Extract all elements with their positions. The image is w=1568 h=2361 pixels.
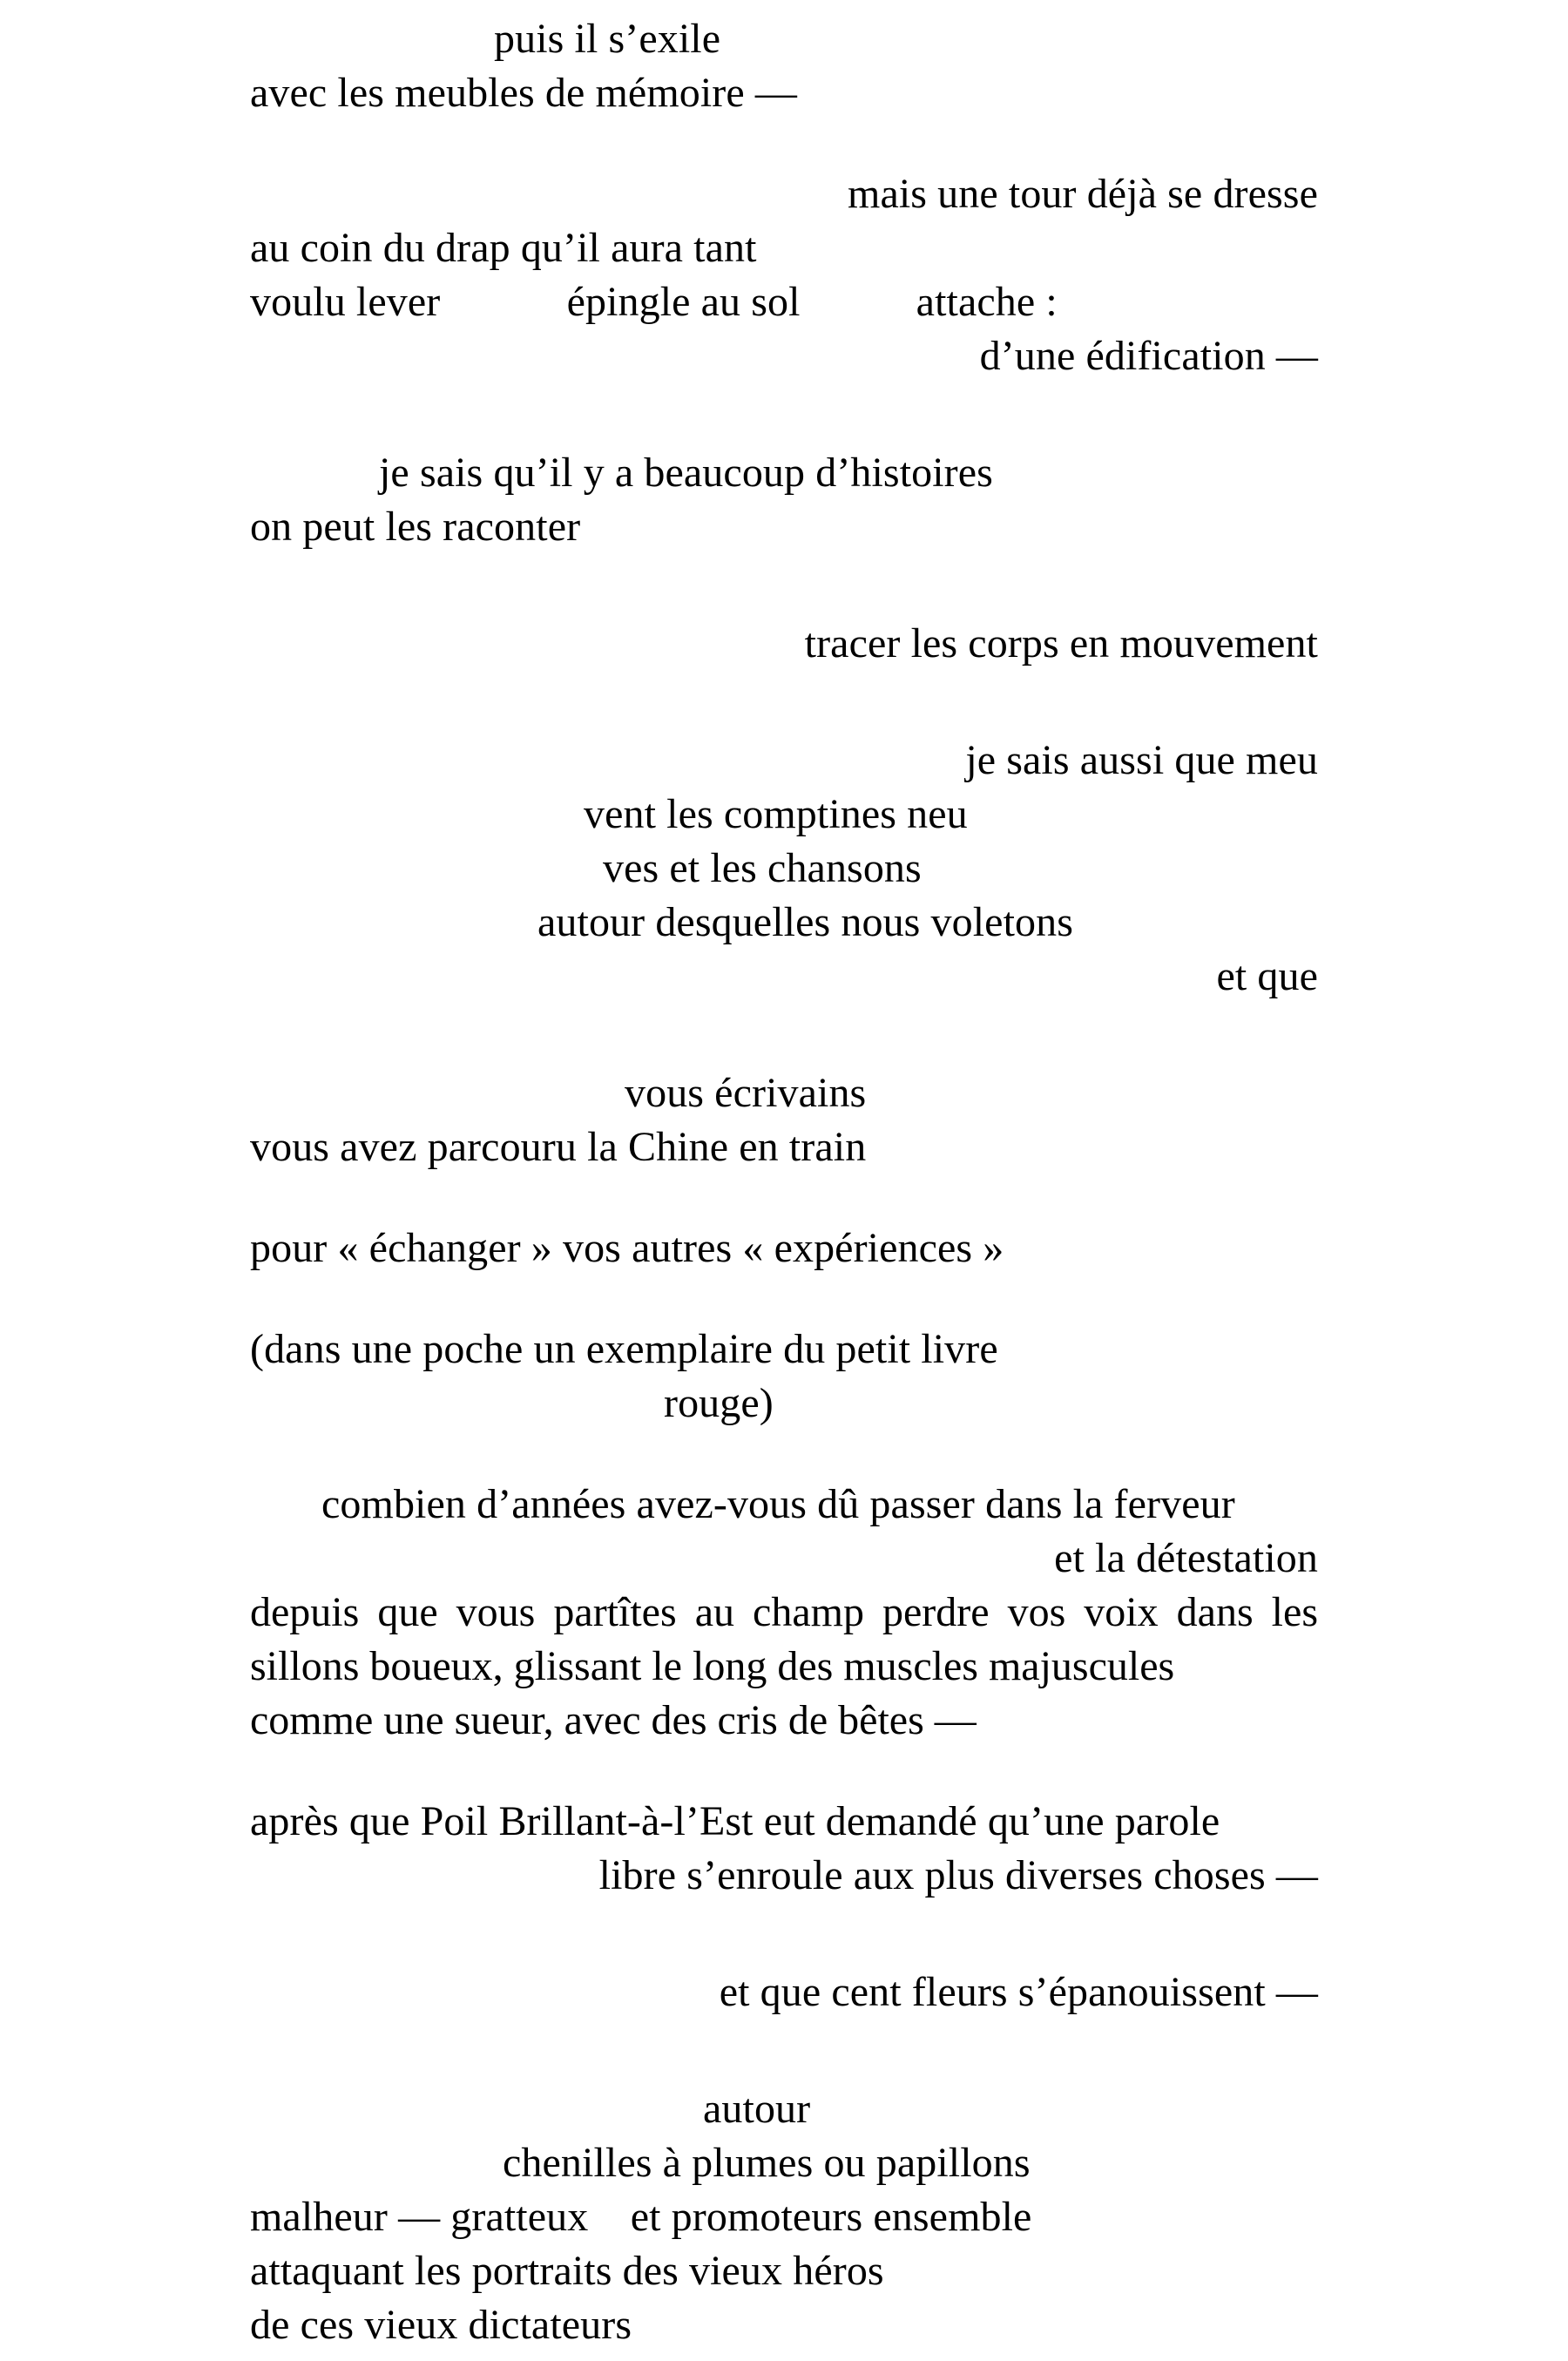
- top-spacer: [250, 0, 1318, 12]
- poem-line: combien d’années avez-vous dû passer dans la ferveur: [321, 1481, 1235, 1527]
- stanza-5: [250, 734, 1318, 1004]
- stanza-gap: [250, 120, 1318, 167]
- poem-line: d’une édification —: [979, 333, 1318, 379]
- paragraph-body: depuis que vous partîtes au champ perdre vos voix dans les sillons boueux, glissant le long des muscles majuscules: [250, 1589, 1318, 1689]
- poem-line: rouge): [664, 1380, 774, 1426]
- stanza-gap: [250, 1748, 1318, 1795]
- stanza-gap: [250, 1275, 1318, 1323]
- paragraph-last-line: comme une sueur, avec des cris de bêtes —: [250, 1697, 977, 1743]
- stanza-gap: [250, 1004, 1318, 1066]
- stanza-gap: [250, 554, 1318, 617]
- poem-line: de ces vieux dictateurs: [250, 2302, 632, 2348]
- stanza-gap: [250, 1431, 1318, 1478]
- stanza-11: [250, 1965, 1318, 2019]
- poem-line: ves et les chansons: [603, 845, 922, 891]
- stanza-gap: [250, 1903, 1318, 1965]
- stanza-10: [250, 1795, 1318, 1903]
- poem-line: après que Poil Brillant-à-l’Est eut demandé qu’une parole: [250, 1798, 1220, 1844]
- poem-line: tracer les corps en mouvement: [804, 620, 1318, 666]
- poem-line: malheur — gratteux et promoteurs ensemble: [250, 2194, 1032, 2240]
- poem-line: et que cent fleurs s’épanouissent —: [719, 1969, 1318, 2015]
- poem-line: vous avez parcouru la Chine en train: [250, 1124, 867, 1170]
- stanza-7: [250, 1221, 1318, 1275]
- stanza-2: [250, 167, 1318, 383]
- poem-line: voulu lever épingle au sol attache :: [250, 279, 1058, 325]
- stanza-3: [250, 446, 1318, 554]
- poem-line: autour desquelles nous voletons: [537, 899, 1074, 945]
- poem-text-column: [250, 0, 1318, 2352]
- justified-paragraph: [250, 1586, 1318, 1748]
- stanza-8: [250, 1323, 1318, 1431]
- stanza-6: [250, 1066, 1318, 1174]
- poem-line: (dans une poche un exemplaire du petit livre: [250, 1326, 998, 1372]
- poem-line: puis il s’exile: [494, 16, 721, 62]
- stanza-4: [250, 617, 1318, 671]
- poem-line: autour: [703, 2086, 811, 2132]
- stanza-9: [250, 1478, 1318, 1748]
- poem-line: libre s’enroule aux plus diverses choses —: [598, 1852, 1318, 1898]
- stanza-1: [250, 12, 1318, 120]
- poem-line: pour « échanger » vos autres « expériences »: [250, 1225, 1004, 1271]
- poem-line: on peut les raconter: [250, 504, 581, 550]
- poem-line: et la détestation: [1054, 1535, 1318, 1581]
- poem-line: et que: [1216, 953, 1318, 999]
- poem-line: avec les meubles de mémoire —: [250, 70, 798, 116]
- stanza-gap: [250, 1174, 1318, 1221]
- stanza-gap: [250, 2019, 1318, 2082]
- poem-line: chenilles à plumes ou papillons: [503, 2140, 1031, 2186]
- stanza-12: [250, 2082, 1318, 2352]
- poem-line: je sais aussi que meu: [965, 737, 1318, 783]
- poem-line: vent les comptines neu: [584, 791, 968, 837]
- poem-line: attaquant les portraits des vieux héros: [250, 2248, 884, 2294]
- stanza-gap: [250, 383, 1318, 446]
- poem-line: je sais qu’il y a beaucoup d’histoires: [379, 450, 993, 496]
- stanza-gap: [250, 671, 1318, 734]
- poem-line: mais une tour déjà se dresse: [848, 171, 1318, 217]
- poem-line: vous écrivains: [625, 1070, 867, 1116]
- poem-line: au coin du drap qu’il aura tant: [250, 225, 757, 271]
